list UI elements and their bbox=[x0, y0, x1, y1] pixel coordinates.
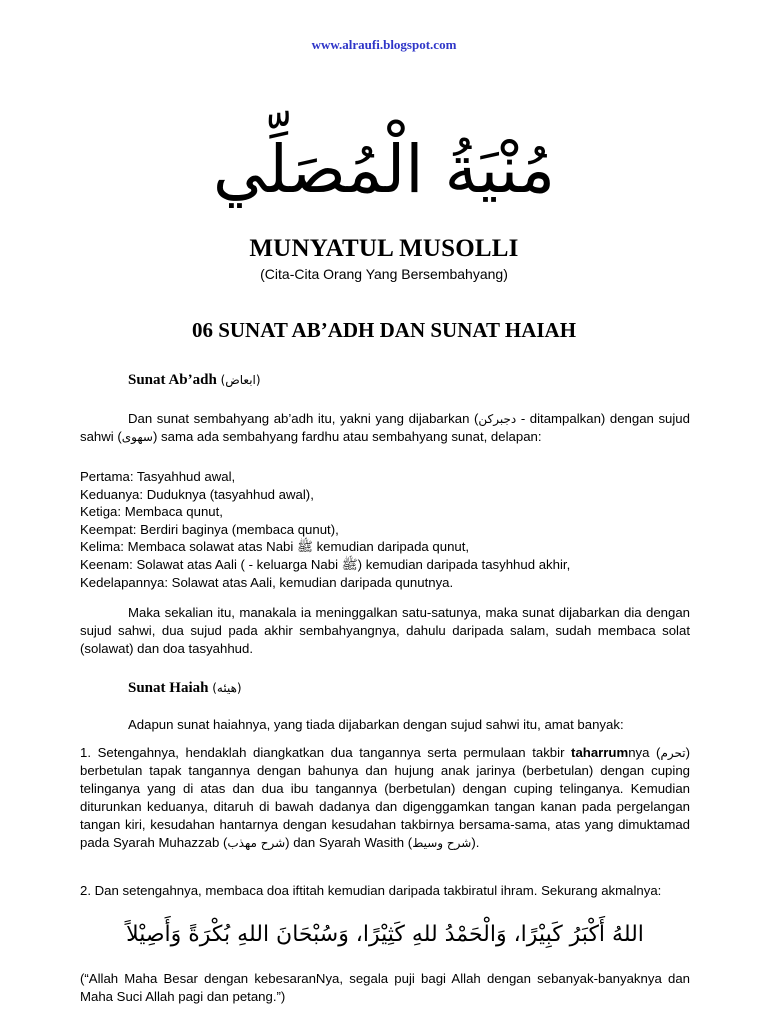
paragraph-abadh-closing: Maka sekalian itu, manakala ia meninggalkan satu-satunya, maka sunat dijabarkan dia dengan sujud sahwi, dua sujud pada akhir sembahyangnya, dahulu daripada salam, sudah membaca solat (solawat) dan doa tasyahhud. bbox=[80, 605, 690, 656]
text-span: nya ( bbox=[628, 745, 661, 760]
list-item: Pertama: Tasyahhud awal, bbox=[80, 469, 236, 484]
section-heading-abadh bbox=[128, 372, 261, 389]
text-span: ) sama ada sembahyang fardhu atau sembahyang sunat, delapan: bbox=[152, 429, 542, 444]
list-item: Kelima: Membaca solawat atas Nabi ﷺ kemudian daripada qunut, bbox=[80, 539, 470, 555]
text-span: ) dan Syarah Wasith ( bbox=[285, 835, 413, 850]
text-span: Dan sunat sembahyang ab’adh itu, yakni yang dijabarkan ( bbox=[128, 411, 479, 426]
paragraph-abadh-intro bbox=[80, 410, 690, 446]
site-url-link[interactable]: www.alraufi.blogspot.com bbox=[311, 37, 457, 52]
text-span: ) berbetulan tapak tangannya dengan bahunya dan hujung anak jarinya (berbetulan) dengan cuping telinganya yang di atas dan dua ibu tangannya (berbetulan) dengan cuping telinganya. Kemudian diturunkan keduanya, ditaruh di bawah dadanya dan digenggamkan tangan kanan pada pergelangan tangan kiri, kesudahan hantarnya dengan kesudahan takbirnya bersama-sama, atas yang dimuktamad pada Syarah Muhazzab ( bbox=[80, 745, 690, 850]
paragraph-haiah-item-1 bbox=[80, 744, 690, 852]
section-heading-haiah bbox=[128, 680, 242, 697]
text-span: ). bbox=[471, 835, 480, 850]
verse-translation: (“Allah Maha Besar dengan kebesaranNya, segala puji bagi Allah dengan sebanyak-banyaknya dan Maha Suci Allah pagi dan petang.”) bbox=[80, 971, 690, 1004]
book-title: MUNYATUL MUSOLLI bbox=[249, 235, 519, 262]
list-item: Ketiga: Membaca qunut, bbox=[80, 504, 223, 520]
chapter-title: 06 SUNAT AB’ADH DAN SUNAT HAIAH bbox=[191, 318, 577, 342]
section-heading-text: Sunat Haiah bbox=[128, 680, 209, 696]
arabic-term: تحرم bbox=[660, 746, 686, 760]
list-item: Keenam: Solawat atas Aali ( - keluarga Nabi ﷺ) kemudian daripada tasyhhud akhir, bbox=[80, 556, 571, 572]
section-heading-arabic: (ابعاض) bbox=[220, 373, 261, 387]
paragraph-haiah-item-2: 2. Dan setengahnya, membaca doa iftitah kemudian daripada takbiratul ihram. Sekurang akmalnya: bbox=[80, 883, 662, 898]
section-heading-arabic: (هيئه) bbox=[212, 681, 242, 695]
arabic-term: سهوى bbox=[121, 430, 153, 444]
bold-term: taharrum bbox=[571, 745, 629, 760]
abadh-list bbox=[80, 468, 690, 591]
arabic-term: شرح مهذب bbox=[227, 836, 286, 850]
list-item: Keduanya: Duduknya (tasyahhud awal), bbox=[80, 486, 314, 502]
arabic-iftitah-verse: اللهُ أَكْبَرُ كَبِيْرًا، وَالْحَمْدُ للهِ كَثِيْرًا، وَسُبْحَانَ اللهِ بُكْرَةً وَأَصِيْلاً bbox=[126, 922, 644, 947]
list-item: Kedelapannya: Solawat atas Aali, kemudian daripada qunutnya. bbox=[80, 574, 454, 590]
arabic-term: دجبركن bbox=[478, 412, 517, 426]
book-subtitle: (Cita-Cita Orang Yang Bersembahyang) bbox=[260, 266, 508, 282]
section-heading-text: Sunat Ab’adh bbox=[128, 372, 217, 388]
list-item: Keempat: Berdiri baginya (membaca qunut), bbox=[80, 521, 339, 537]
paragraph-haiah-intro: Adapun sunat haiahnya, yang tiada dijabarkan dengan sujud sahwi itu, amat banyak: bbox=[128, 717, 624, 732]
text-span: 1. Setengahnya, hendaklah diangkatkan dua tangannya serta permulaan takbir bbox=[80, 745, 572, 760]
arabic-term: شرح وسيط bbox=[412, 836, 472, 850]
text-span: - ditampalkan) dengan sujud sahwi ( bbox=[80, 411, 690, 444]
arabic-title-calligraphy: مُنْيَةُ الْمُصَلِّي bbox=[212, 131, 556, 208]
